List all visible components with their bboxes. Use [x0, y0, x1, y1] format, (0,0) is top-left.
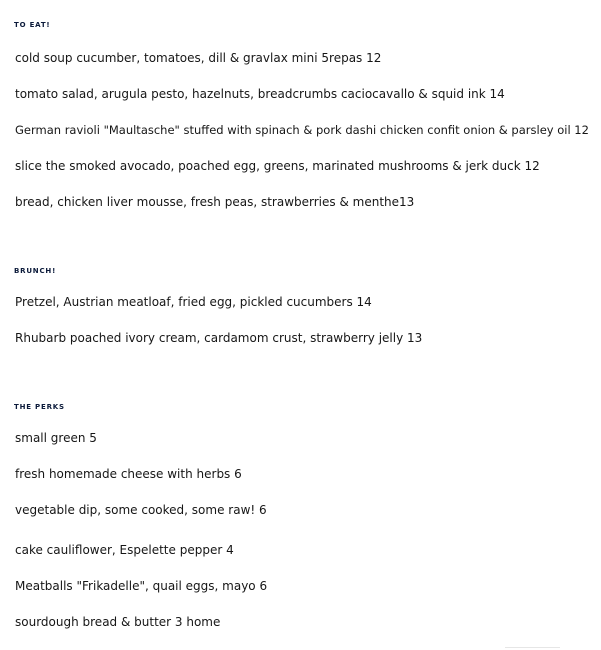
menu-item: vegetable dip, some cooked, some raw! 6 [15, 503, 267, 517]
menu-item: small green 5 [15, 431, 97, 445]
menu-item: German ravioli "Maultasche" stuffed with spinach & pork dashi chicken confit onion & parsley oil 12 [15, 123, 589, 137]
menu-item: tomato salad, arugula pesto, hazelnuts, breadcrumbs caciocavallo & squid ink 14 [15, 87, 505, 101]
menu-item: slice the smoked avocado, poached egg, greens, marinated mushrooms & jerk duck 12 [15, 159, 540, 173]
bottom-divider [505, 647, 560, 648]
menu-item: bread, chicken liver mousse, fresh peas, strawberries & menthe13 [15, 195, 415, 209]
menu-item: sourdough bread & butter 3 home [15, 615, 221, 629]
menu-item: Rhubarb poached ivory cream, cardamom crust, strawberry jelly 13 [15, 331, 423, 345]
menu-item: fresh homemade cheese with herbs 6 [15, 467, 242, 481]
section-heading-brunch: BRUNCH! [14, 267, 57, 275]
menu-item: Meatballs "Frikadelle", quail eggs, mayo 6 [15, 579, 268, 593]
menu-item: Pretzel, Austrian meatloaf, fried egg, pickled cucumbers 14 [15, 295, 372, 309]
menu-item: cold soup cucumber, tomatoes, dill & gravlax mini 5repas 12 [15, 51, 382, 65]
section-heading-to-eat: TO EAT! [14, 21, 51, 29]
menu-item: cake cauliflower, Espelette pepper 4 [15, 543, 234, 557]
section-heading-the-perks: THE PERKS [14, 403, 65, 411]
